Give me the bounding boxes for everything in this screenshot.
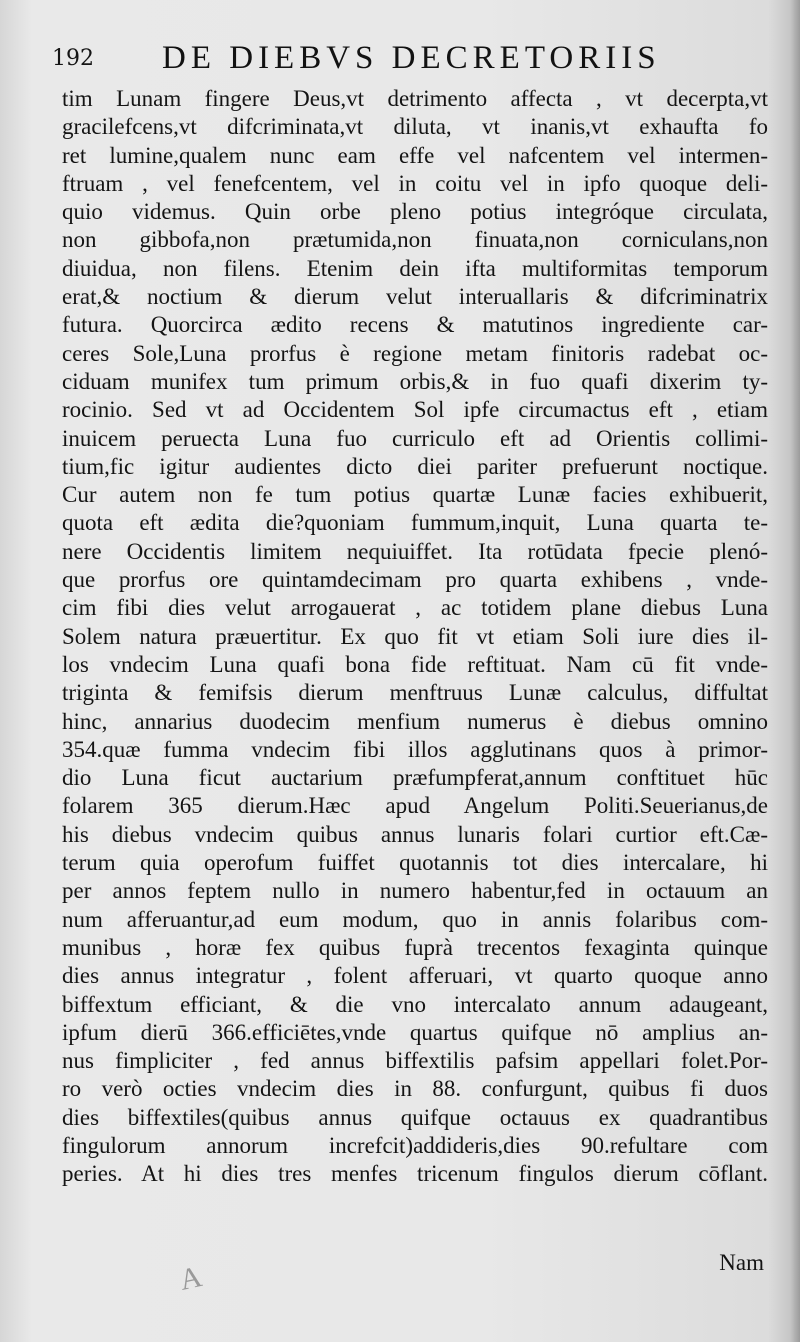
text-line: gracilefcens,vt difcriminata,vt diluta, vt inanis,vt exhaufta fo [62,114,768,140]
text-line: per annos feptem nullo in numero habentur,fed in octauum an [62,878,768,904]
text-line: dio Luna ficut auctarium præfumpferat,annum conftituet hūc [62,765,768,791]
text-line: nere Occidentis limitem nequiuiffet. Ita rotūdata fpecie plenó- [62,538,768,564]
text-line: erat,& noctium & dierum velut interuallaris & difcriminatrix [62,284,768,310]
text-line: ro verò octies vndecim dies in 88. confurgunt, quibus fi duos [62,1076,768,1102]
catchword: Nam [719,1250,764,1275]
text-line: los vndecim Luna quafi bona fide reftituat. Nam cū fit vnde- [62,651,768,677]
text-line: num afferuantur,ad eum modum, quo in annis folaribus com- [62,906,768,932]
text-line: triginta & femifsis dierum menftruus Lunæ calculus, diffultat [62,680,768,706]
body-text [62,85,768,1189]
text-line: ret lumine,qualem nunc eam effe vel nafcentem vel intermen- [62,142,768,168]
text-line: terum quia operofum fuiffet quotannis tot dies intercalare, hi [62,850,768,876]
text-line: Solem natura præuertitur. Ex quo fit vt etiam Soli iure dies il- [62,623,768,649]
text-line: dies annus integratur , folent afferuari, vt quarto quoque anno [62,963,768,989]
text-line: ciduam munifex tum primum orbis,& in fuo quafi dixerim ty- [62,368,768,394]
text-line: futura. Quorcirca ædito recens & matutinos ingrediente car- [62,312,768,338]
text-line: fingulorum annorum increfcit)addideris,dies 90.refultare com [62,1132,768,1158]
text-line: cim fibi dies velut arrogauerat , ac totidem plane diebus Luna [62,595,768,621]
text-line: non gibbofa,non prætumida,non finuata,non corniculans,non [62,227,768,253]
text-line: ipfum dierū 366.efficiētes,vnde quartus quifque nō amplius an- [62,1019,768,1045]
text-line: nus fimpliciter , fed annus biffextilis pafsim appellari folet.Por- [62,1048,768,1074]
text-line: inuicem peruecta Luna fuo curriculo eft ad Orientis collimi- [62,425,768,451]
text-line: peries. At hi dies tres menfes tricenum fingulos dierum cōflant. [62,1161,768,1187]
text-line: que prorfus ore quintamdecimam pro quarta exhibens , vnde- [62,567,768,593]
text-line: rocinio. Sed vt ad Occidentem Sol ipfe circumactus eft , etiam [62,397,768,423]
text-line: munibus , horæ fex quibus fuprà trecentos fexaginta quinque [62,934,768,960]
running-head: DE DIEBVS DECRETORIIS [162,40,661,76]
text-line: tium,fic igitur audientes dicto diei pariter prefuerunt noctique. [62,453,768,479]
page-header [0,0,800,80]
text-line: Cur autem non fe tum potius quartæ Lunæ facies exhibuerit, [62,482,768,508]
text-line: diuidua, non filens. Etenim dein ifta multiformitas temporum [62,255,768,281]
text-line: 354.quæ fumma vndecim fibi illos agglutinans quos à primor- [62,736,768,762]
page-number: 192 [52,46,94,71]
text-line: quio videmus. Quin orbe pleno potius integróque circulata, [62,199,768,225]
text-line: ftruam , vel fenefcentem, vel in coitu vel in ipfo quoque deli- [62,170,768,196]
text-line: folarem 365 dierum.Hæc apud Angelum Politi.Seuerianus,de [62,793,768,819]
text-line: ceres Sole,Luna prorfus è regione metam finitoris radebat oc- [62,340,768,366]
text-line: quota eft ædita die?quoniam fummum,inquit, Luna quarta te- [62,510,768,536]
text-line: his diebus vndecim quibus annus lunaris folari curtior eft.Cæ- [62,821,768,847]
faint-print-mark: A [176,1260,205,1297]
text-line: dies biffextiles(quibus annus quifque octauus ex quadrantibus [62,1104,768,1130]
page-edge-shadow [790,0,800,1342]
text-line: tim Lunam fingere Deus,vt detrimento affecta , vt decerpta,vt [62,86,768,111]
text-line: hinc, annarius duodecim menfium numerus è diebus omnino [62,708,768,734]
text-line: biffextum efficiant, & die vno intercalato annum adaugeant, [62,991,768,1017]
